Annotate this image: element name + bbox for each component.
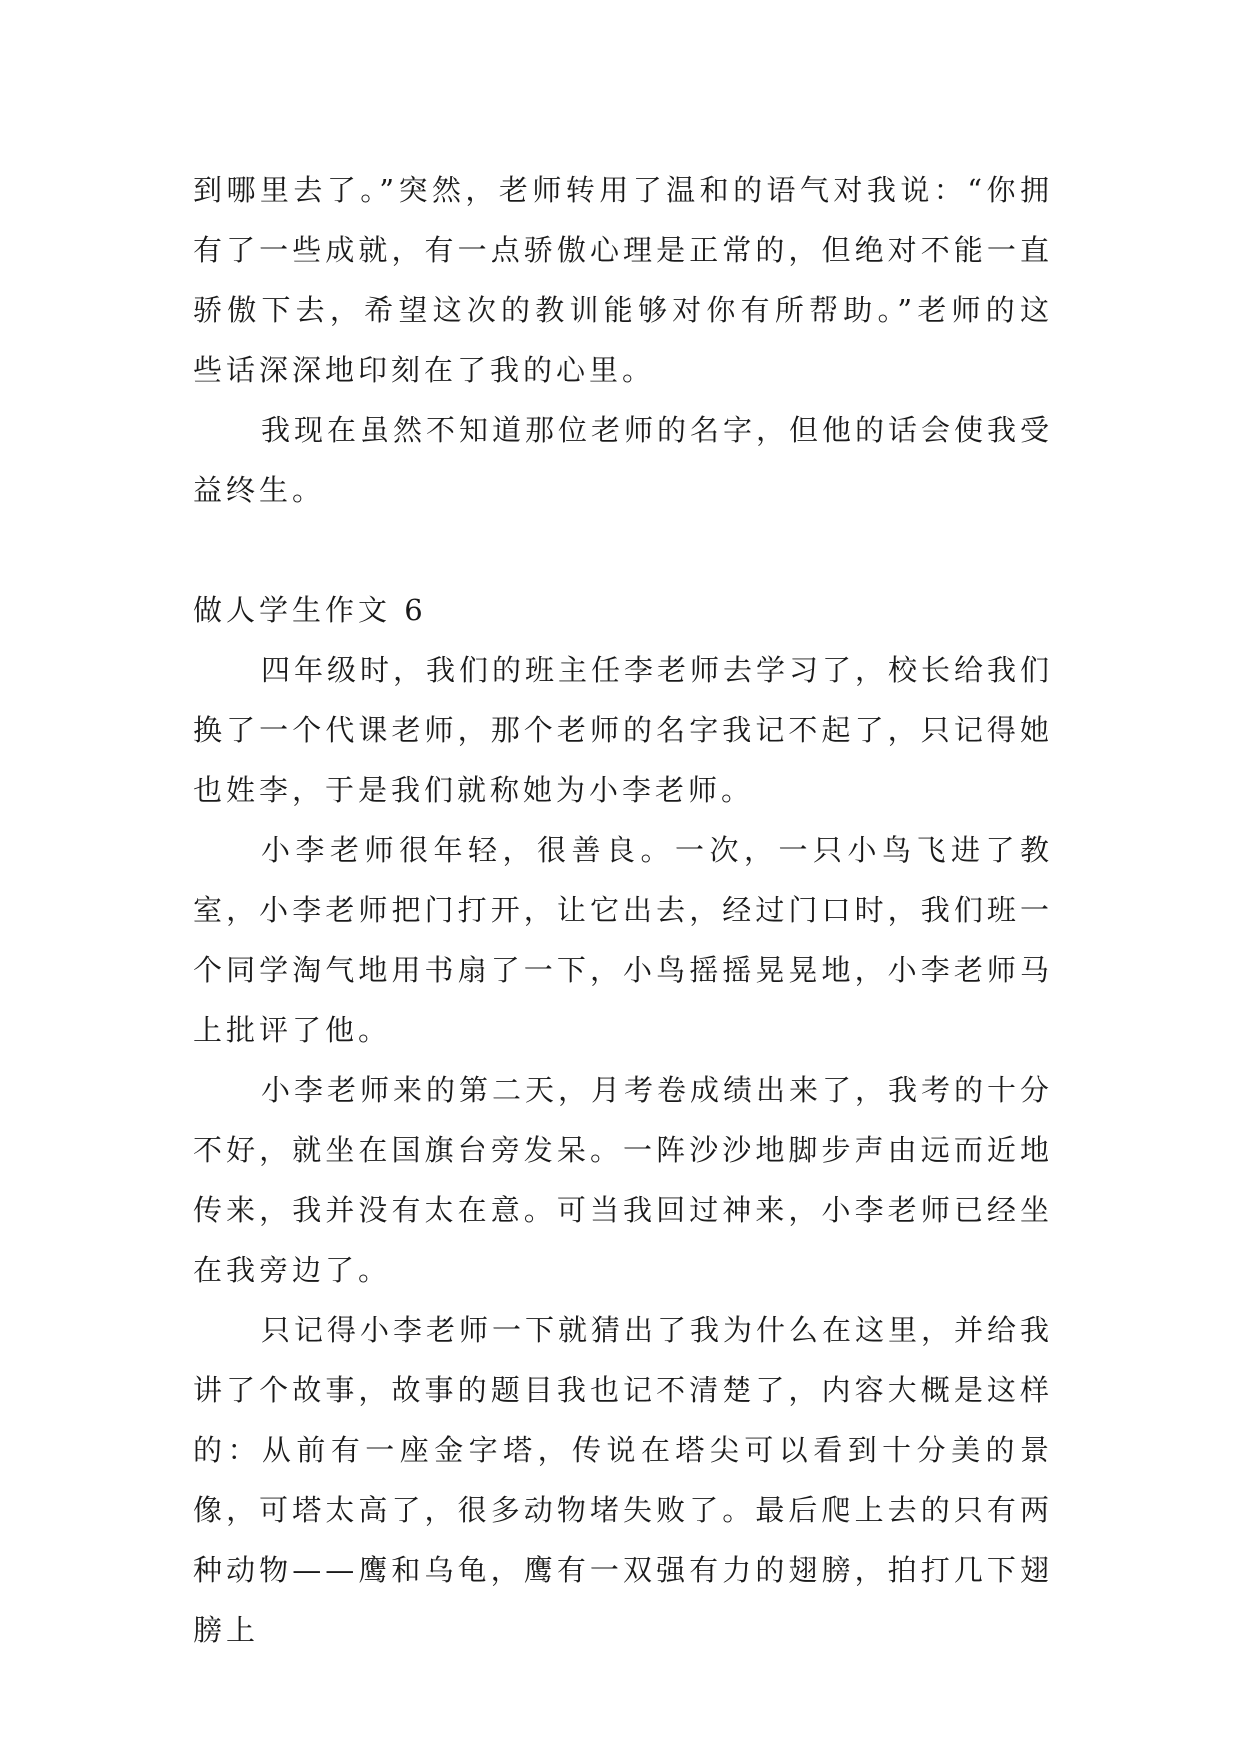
section-gap xyxy=(193,520,1053,580)
paragraph: 小李老师很年轻，很善良。一次，一只小鸟飞进了教室，小李老师把门打开，让它出去，经过门口时，我们班一个同学淘气地用书扇了一下，小鸟摇摇晃晃地，小李老师马上批评了他。 xyxy=(193,833,1053,1047)
paragraph: 小李老师来的第二天，月考卷成绩出来了，我考的十分不好，就坐在国旗台旁发呆。一阵沙沙地脚步声由远而近地传来，我并没有太在意。可当我回过神来，小李老师已经坐在我旁边了。 xyxy=(193,1073,1054,1287)
section-title: 做人学生作文 6 xyxy=(193,593,427,627)
paragraph: 四年级时，我们的班主任李老师去学习了，校长给我们换了一个代课老师，那个老师的名字我记不起了，只记得她也姓李，于是我们就称她为小李老师。 xyxy=(193,653,1054,807)
paragraph-continued: 到哪里去了。”突然，老师转用了温和的语气对我说：“你拥有了一些成就，有一点骄傲心理是正常的，但绝对不能一直骄傲下去，希望这次的教训能够对你有所帮助。”老师的这些话深深地印刻在了我的心里。 xyxy=(193,173,1053,387)
paragraph: 只记得小李老师一下就猜出了我为什么在这里，并给我讲了个故事，故事的题目我也记不清楚了，内容大概是这样的：从前有一座金字塔，传说在塔尖可以看到十分美的景像，可塔太高了，很多动物堵失败了。最后爬上去的只有两种动物——鹰和乌龟，鹰有一双强有力的翅膀，拍打几下翅膀上 xyxy=(193,1313,1054,1647)
document-page xyxy=(193,160,1053,1660)
paragraph-ending: 我现在虽然不知道那位老师的名字，但他的话会使我受益终生。 xyxy=(193,413,1054,507)
